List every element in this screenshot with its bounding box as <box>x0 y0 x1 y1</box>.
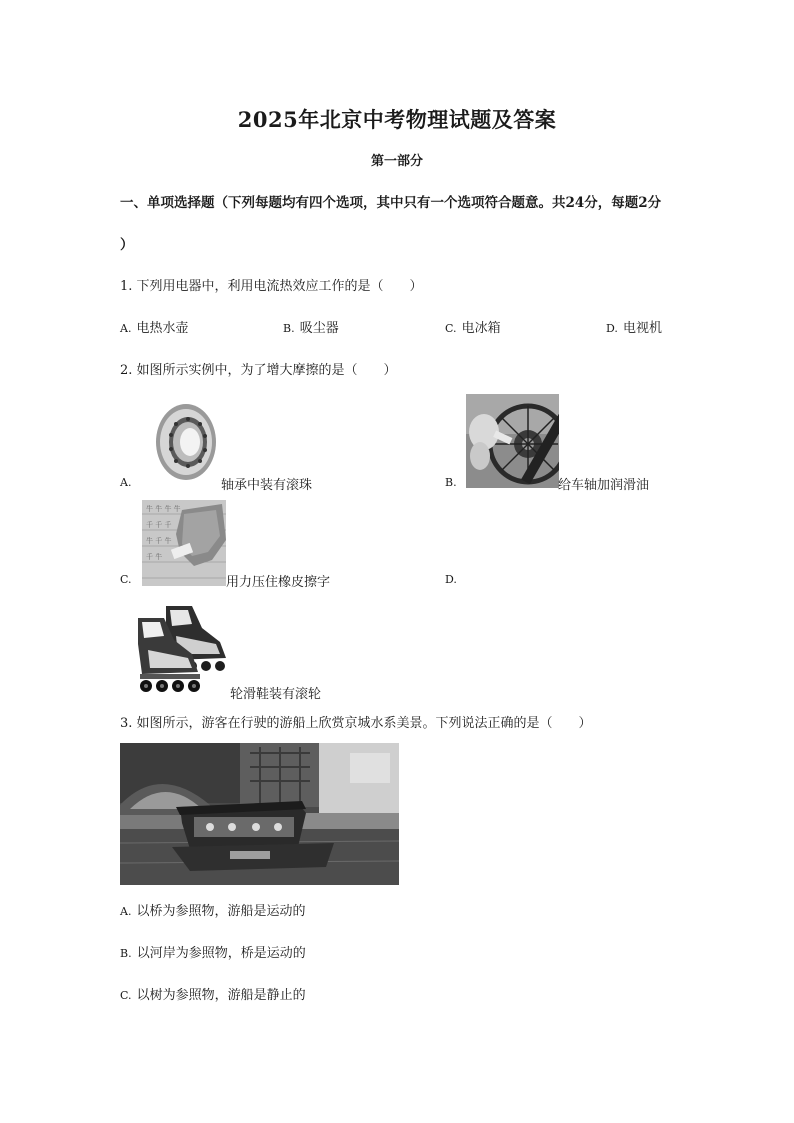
part-heading: 第一部分 <box>370 154 423 169</box>
q2-option-b-label[interactable]: B. <box>445 476 457 489</box>
option-label: B. <box>283 322 295 335</box>
eraser-image <box>142 500 226 586</box>
bike-axle-image <box>466 394 559 488</box>
q3-option-a[interactable] <box>120 900 306 919</box>
svg-text:千 牛: 千 牛 <box>146 553 163 561</box>
section-heading-cont: ） <box>120 237 134 253</box>
option-text: 以树为参照物，游船是静止的 <box>136 988 306 1003</box>
option-label: C. <box>120 989 132 1002</box>
option-text: 以桥为参照物，游船是运动的 <box>136 904 306 919</box>
q2-option-b-text: 给车轴加润滑油 <box>558 478 650 493</box>
q3-option-c[interactable] <box>120 984 306 1003</box>
option-label: A. <box>120 905 132 918</box>
q1-stem: 1. 下列用电器中，利用电流热效应工作的是（ ） <box>120 279 423 294</box>
option-label: A. <box>120 322 132 335</box>
svg-text:牛 牛 牛 牛: 牛 牛 牛 牛 <box>146 505 181 513</box>
q2-option-c-label[interactable]: C. <box>120 573 132 586</box>
q1-option-a[interactable] <box>120 317 189 336</box>
q2-option-c-text: 用力压住橡皮擦字 <box>226 575 331 590</box>
option-label: C. <box>445 322 457 335</box>
option-text: 吸尘器 <box>299 321 339 336</box>
option-text: 以河岸为参照物，桥是运动的 <box>136 946 306 961</box>
option-text: 电冰箱 <box>461 321 501 336</box>
q2-option-d-label[interactable]: D. <box>445 573 457 586</box>
tour-boat-image <box>120 743 399 885</box>
bearing-image <box>150 394 220 488</box>
q2-option-a-label[interactable]: A. <box>120 476 132 489</box>
q2-option-a-text: 轴承中装有滚珠 <box>221 478 313 493</box>
section-heading: 一、单项选择题（下列每题均有四个选项，其中只有一个选项符合题意。共24分，每题2分 <box>120 195 662 211</box>
q1-option-c[interactable] <box>445 317 501 336</box>
q3-option-b[interactable] <box>120 942 306 961</box>
svg-text:千 千 千: 千 千 千 <box>146 521 172 529</box>
option-text: 电视机 <box>623 321 663 336</box>
q1-option-b[interactable] <box>283 317 339 336</box>
page-title: 2025年北京中考物理试题及答案 <box>237 107 557 132</box>
svg-text:牛 千 牛: 牛 千 牛 <box>146 537 172 545</box>
q2-stem: 2. 如图所示实例中，为了增大摩擦的是（ ） <box>120 363 397 378</box>
q3-stem: 3. 如图所示，游客在行驶的游船上欣赏京城水系美景。下列说法正确的是（ ） <box>120 716 592 731</box>
option-label: B. <box>120 947 132 960</box>
roller-skates-image <box>122 602 230 696</box>
q1-option-d[interactable] <box>606 317 662 336</box>
option-text: 电热水壶 <box>136 321 189 336</box>
option-label: D. <box>606 322 618 335</box>
q2-option-d-text: 轮滑鞋装有滚轮 <box>230 687 322 702</box>
